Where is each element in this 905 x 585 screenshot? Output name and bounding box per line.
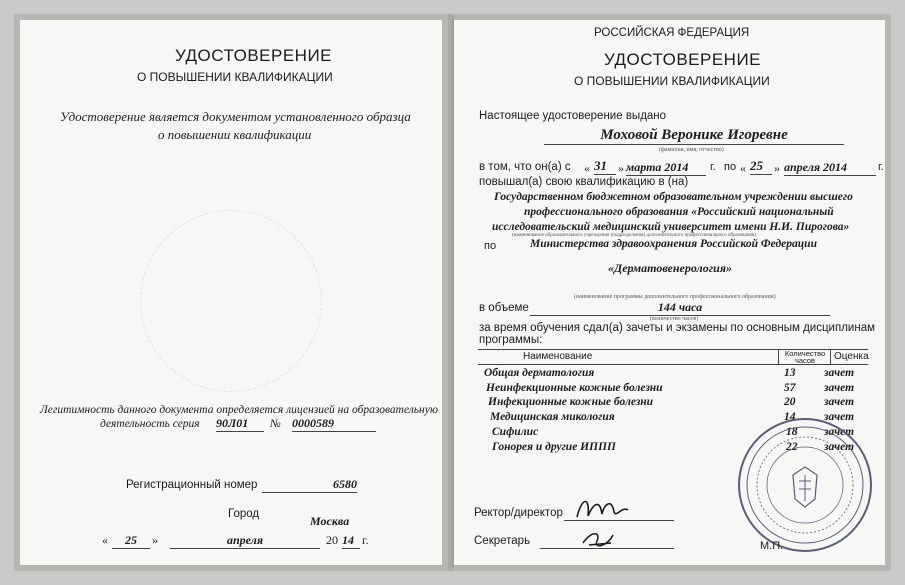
issued-to-label: Настоящее удостоверение выдано — [479, 110, 667, 122]
registration-number: 6580 — [262, 477, 357, 493]
subject-hours: 18 — [786, 426, 798, 438]
exams-line1: за время обучения сдал(а) зачеты и экзамены по основным дисциплинам — [479, 322, 875, 334]
date-quote-open: « — [102, 533, 108, 547]
start-quote-close: » — [618, 161, 624, 175]
right-subtitle: О ПОВЫШЕНИИ КВАЛИФИКАЦИИ — [574, 74, 770, 88]
volume-label: в объеме — [479, 302, 529, 314]
institution-line1: Государственном бюджетном образовательном учреждении высшего — [494, 191, 853, 203]
end-year-g: г. — [878, 161, 884, 173]
date-year-tail: г. — [362, 533, 369, 547]
institution-caption: (наименование образовательного учреждения (подразделения) дополнительного профессионального образования) — [512, 233, 757, 238]
institution-line3: исследовательский медицинский университет имени Н.И. Пирогова» — [492, 221, 850, 233]
secretary-signature — [579, 525, 619, 551]
subject-hours: 57 — [784, 382, 796, 394]
registration-label: Регистрационный номер — [126, 479, 258, 491]
subject-hours: 20 — [784, 396, 796, 408]
header-divider-1 — [778, 350, 779, 364]
subject-name: Медицинская микология — [490, 411, 615, 423]
ministry-prefix: по — [484, 240, 497, 252]
left-subtitle: О ПОВЫШЕНИИ КВАЛИФИКАЦИИ — [137, 70, 333, 84]
start-day: 31 — [594, 158, 616, 175]
end-month: апреля 2014 — [784, 160, 876, 176]
date-quote-close: » — [152, 533, 158, 547]
program-caption: (наименование программы дополнительного профессионального образования) — [574, 294, 776, 300]
start-year-g: г. — [710, 161, 716, 173]
header-divider-2 — [830, 350, 831, 364]
ministry-name: Министерства здравоохранения Российской Федерации — [530, 238, 817, 250]
volume-value: 144 часа — [530, 300, 830, 316]
city-value: Москва — [310, 514, 350, 528]
rector-signature — [572, 492, 632, 524]
program-name: «Дерматовенерология» — [608, 261, 732, 275]
subject-name: Общая дерматология — [484, 367, 595, 379]
left-title: УДОСТОВЕРЕНИЕ — [175, 46, 333, 65]
secretary-label: Секретарь — [474, 535, 531, 547]
left-description-line2: о повышении квалификации — [158, 127, 312, 142]
institution-line2: профессионального образования «Российский национальный — [524, 206, 834, 218]
subject-grade: зачет — [824, 396, 855, 408]
subject-grade: зачет — [824, 382, 855, 394]
start-month: марта 2014 — [626, 160, 706, 176]
subject-grade: зачет — [824, 367, 855, 379]
left-description-line1: Удостоверение является документом установленного образца — [60, 109, 411, 124]
number-sign: № — [270, 418, 281, 430]
period-to: по — [724, 161, 737, 173]
end-day: 25 — [750, 158, 772, 175]
header-name: Наименование — [523, 351, 593, 362]
subject-hours: 22 — [786, 441, 798, 453]
subject-hours: 14 — [784, 411, 796, 423]
recipient-name: Моховой Веронике Игоревне — [544, 127, 844, 145]
date-year-suffix: 14 — [342, 533, 360, 549]
start-quote-open: « — [584, 161, 590, 175]
subject-hours: 13 — [784, 367, 796, 379]
seal-mark: М.П. — [760, 540, 784, 552]
subject-name: Неинфекционные кожные болезни — [486, 382, 663, 394]
left-page — [14, 14, 448, 571]
official-seal — [735, 415, 875, 555]
subjects-table-header — [478, 349, 868, 365]
qualification-line: повышал(а) свою квалификацию в (на) — [479, 176, 689, 188]
subject-grade: зачет — [824, 441, 855, 453]
subject-name: Гонорея и другие ИППП — [492, 441, 616, 453]
subject-grade: зачет — [824, 426, 855, 438]
subject-name: Инфекционные кожные болезни — [488, 396, 654, 408]
volume-caption: (количество часов) — [650, 316, 699, 322]
date-month: апреля — [170, 533, 320, 549]
period-prefix: в том, что он(а) с — [479, 161, 571, 173]
header-grade: Оценка — [834, 351, 869, 362]
end-quote-open: « — [740, 161, 746, 175]
recipient-name-caption: (фамилия, имя, отчество) — [659, 147, 724, 153]
exams-line2: программы: — [479, 334, 543, 346]
rector-label: Ректор/директор — [474, 507, 563, 519]
city-label: Город — [228, 508, 260, 520]
right-title: УДОСТОВЕРЕНИЕ — [604, 50, 762, 69]
right-page — [452, 14, 891, 571]
end-quote-close: » — [774, 161, 780, 175]
subject-grade: зачет — [824, 411, 855, 423]
legitimacy-line1: Легитимность данного документа определяется лицензией на образовательную — [40, 404, 438, 416]
country-name: РОССИЙСКАЯ ФЕДЕРАЦИЯ — [594, 27, 750, 39]
watermark-emblem — [140, 210, 322, 392]
subject-name: Сифилис — [492, 426, 539, 438]
header-hours: Количество часов — [784, 349, 826, 365]
license-number: 0000589 — [292, 416, 376, 432]
date-year-prefix: 20 — [326, 533, 338, 547]
date-day: 25 — [112, 533, 150, 549]
legitimacy-line2-prefix: деятельность серия — [100, 418, 200, 430]
license-series: 90Л01 — [216, 416, 264, 432]
